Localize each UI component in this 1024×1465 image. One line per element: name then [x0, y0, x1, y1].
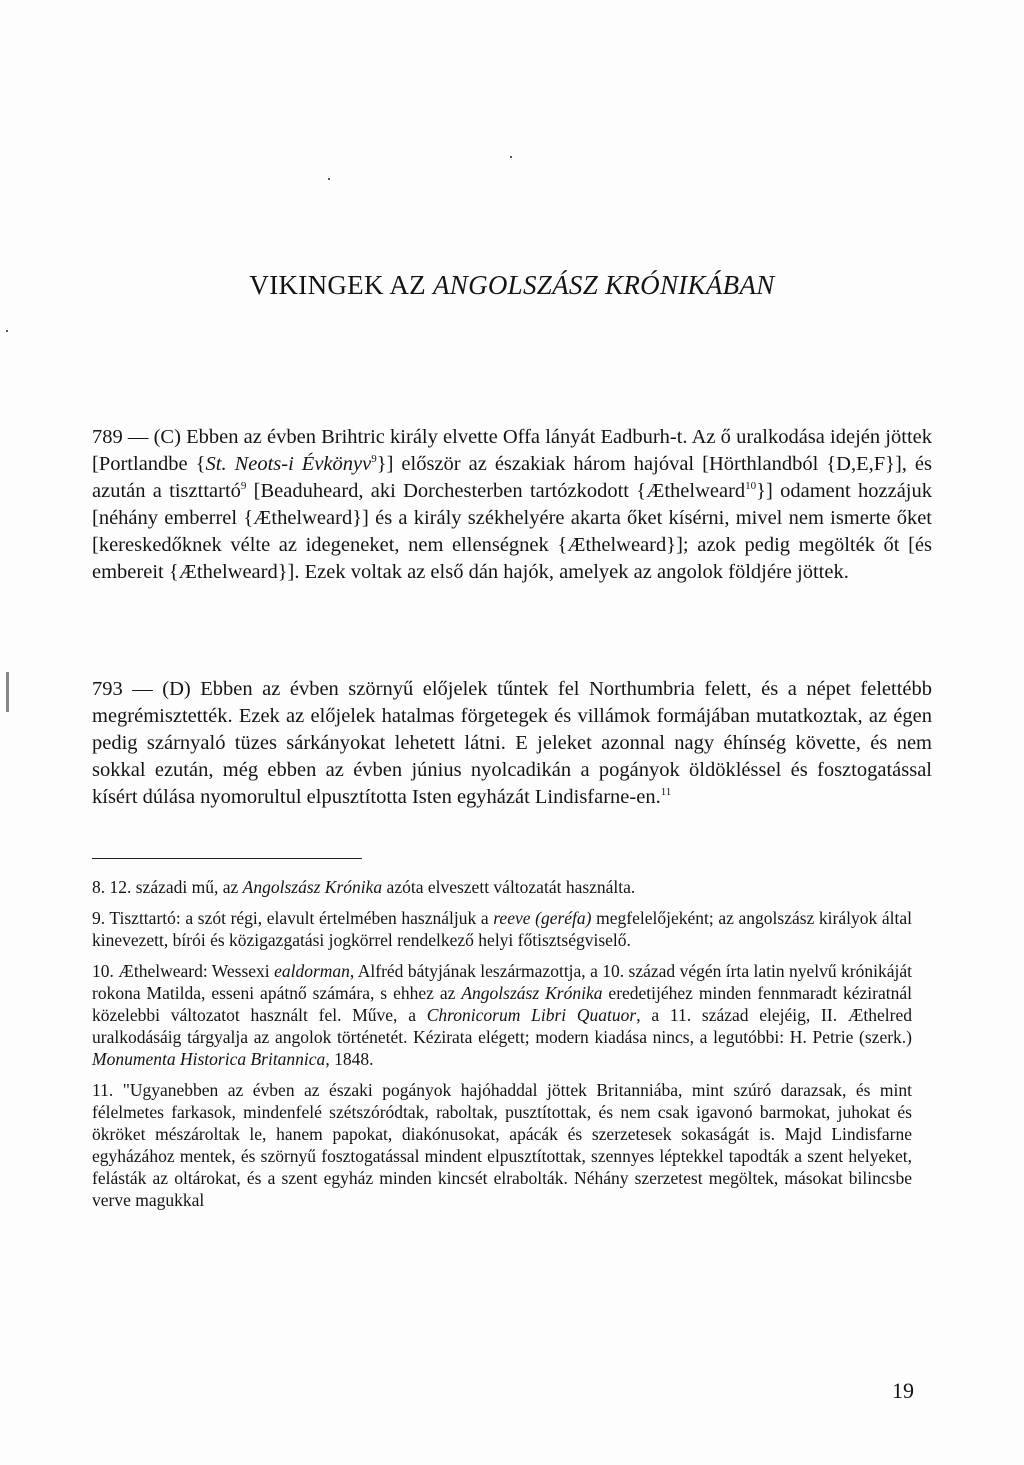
- scan-speck: [328, 178, 330, 180]
- entry-789-text: }] odament hozzájuk [néhány emberrel {Æthelweard}] és a király székhelyére akarta őket kísérni, mivel nem ismerte őket [kereskedőknek vélte az idegeneket, nem ellenségnek {Æthelweard}]; azok pedig megölték őt [és embereit {Æthelweard}]. Ezek voltak az első dán hajók, amelyek az angolok földjére jöttek.: [92, 480, 932, 583]
- footnote-text: eredetijéhez minden fennmaradt kéziratnál közelebbi változatot használt fel. Műve, a: [92, 983, 912, 1025]
- footnote-text: megfelelőjeként; az angolszász királyok által kinevezett, bírói és közigazgatási jogkörrel rendelkező helyi főtisztségviselő.: [92, 908, 912, 950]
- footnote-8: [92, 876, 912, 898]
- page-number: 19: [892, 1378, 914, 1403]
- footnote-text: , a 11. század elejéig, II. Æthelred uralkodásáig tárgyalja az angolok történetét. Kézirata elégett; modern kiadása nincs, a legutóbbi: H. Petrie (szerk.): [92, 1005, 912, 1047]
- footnote-text: 8. 12. századi mű, az: [92, 877, 243, 897]
- footnote-ref: 10: [745, 480, 757, 493]
- scan-mark: [6, 672, 9, 712]
- footnote-italic: Angolszász Krónika: [242, 877, 383, 897]
- footnote-text: , 1848.: [325, 1049, 374, 1069]
- page-title: [0, 270, 1024, 301]
- footnotes: [92, 876, 912, 1220]
- footnote-italic: reeve (geréfa): [493, 908, 592, 928]
- footnote-10: [92, 960, 912, 1070]
- entry-789-text: 789 — (C) Ebben az évben Brihtric király elvette Offa lányát Eadburh-t. Az ő uralkodása idején jöttek [Portlandbe {: [92, 426, 932, 475]
- footnote-text: azóta elveszett változatát használta.: [382, 877, 636, 897]
- entry-789-text: }] először az északiak három hajóval [Hörthlandból {D,E,F}], és azután a tiszttartó: [92, 453, 932, 502]
- entry-789-source: St. Neots-i Évkönyv: [205, 453, 372, 475]
- footnote-text: , Alfréd bátyjának leszármazottja, a 10. század végén írta latin nyelvű krónikáját rokona Matilda, esseni apátnő számára, s ehhez az: [92, 961, 913, 1003]
- scan-speck: [6, 330, 8, 332]
- footnote-ref: 9: [371, 453, 377, 466]
- title-italic: ANGOLSZÁSZ KRÓNIKÁBAN: [432, 270, 775, 300]
- footnote-text: 11. "Ugyanebben az évben az északi pogányok hajóhaddal jöttek Britanniába, mint szúró darazsak, és mint félelmetes farkasok, mindenfelé szétszóródtak, raboltak, pusztítottak, és nem csak igavonó barmokat, juhokat és ökröket mészároltak le, hanem papokat, diakónusokat, apácák és szerzetesek sokaságát is. Majd Lindisfarne egyházához mentek, és szörnyű fosztogatással mindent elpusztítottak, szennyes léptekkel tapodták a szent helyeket, felásták az oltárokat, és a szent egyház minden kincsét elrabolták. Néhány szerzetest megöltek, másokat bilincsbe verve magukkal: [92, 1080, 912, 1210]
- footnote-text: 9. Tiszttartó: a szót régi, elavult értelmében használjuk a: [92, 908, 494, 928]
- footnote-italic: Chronicorum Libri Quatuor: [426, 1005, 637, 1025]
- footnote-9: [92, 907, 912, 951]
- footnote-italic: Angolszász Krónika: [461, 983, 603, 1003]
- footnote-ref: 11: [660, 786, 672, 799]
- entry-793-text: 793 — (D) Ebben az évben szörnyű előjelek tűntek fel Northumbria felett, és a népet felettébb megrémisztették. Ezek az előjelek hatalmas förgetegek és villámok formájában mutatkoztak, az égen pedig szárnyaló tüzes sárkányokat lehetett látni. E jeleket azonnal nagy éhínség követte, és nem sokkal ezután, még ebben az évben június nyolcadikán a pogányok öldökléssel és fosztogatással kísért dúlása nyomorultul elpusztította Isten egyházát Lindisfarne-en.: [92, 678, 932, 808]
- title-main: VIKINGEK AZ: [249, 270, 433, 300]
- footnote-divider: [92, 858, 362, 859]
- entry-789: [92, 424, 932, 586]
- footnote-ref: 9: [240, 480, 247, 493]
- footnote-italic: Monumenta Historica Britannica: [92, 1049, 326, 1069]
- entry-789-text: [Beaduheard, aki Dorchesterben tartózkodott {Æthelweard: [246, 480, 746, 502]
- scan-speck: [510, 156, 512, 158]
- footnote-text: 10. Æthelweard: Wessexi: [92, 961, 275, 981]
- entry-793: [92, 676, 932, 811]
- footnote-11: [92, 1079, 912, 1211]
- footnote-italic: ealdorman: [274, 961, 350, 981]
